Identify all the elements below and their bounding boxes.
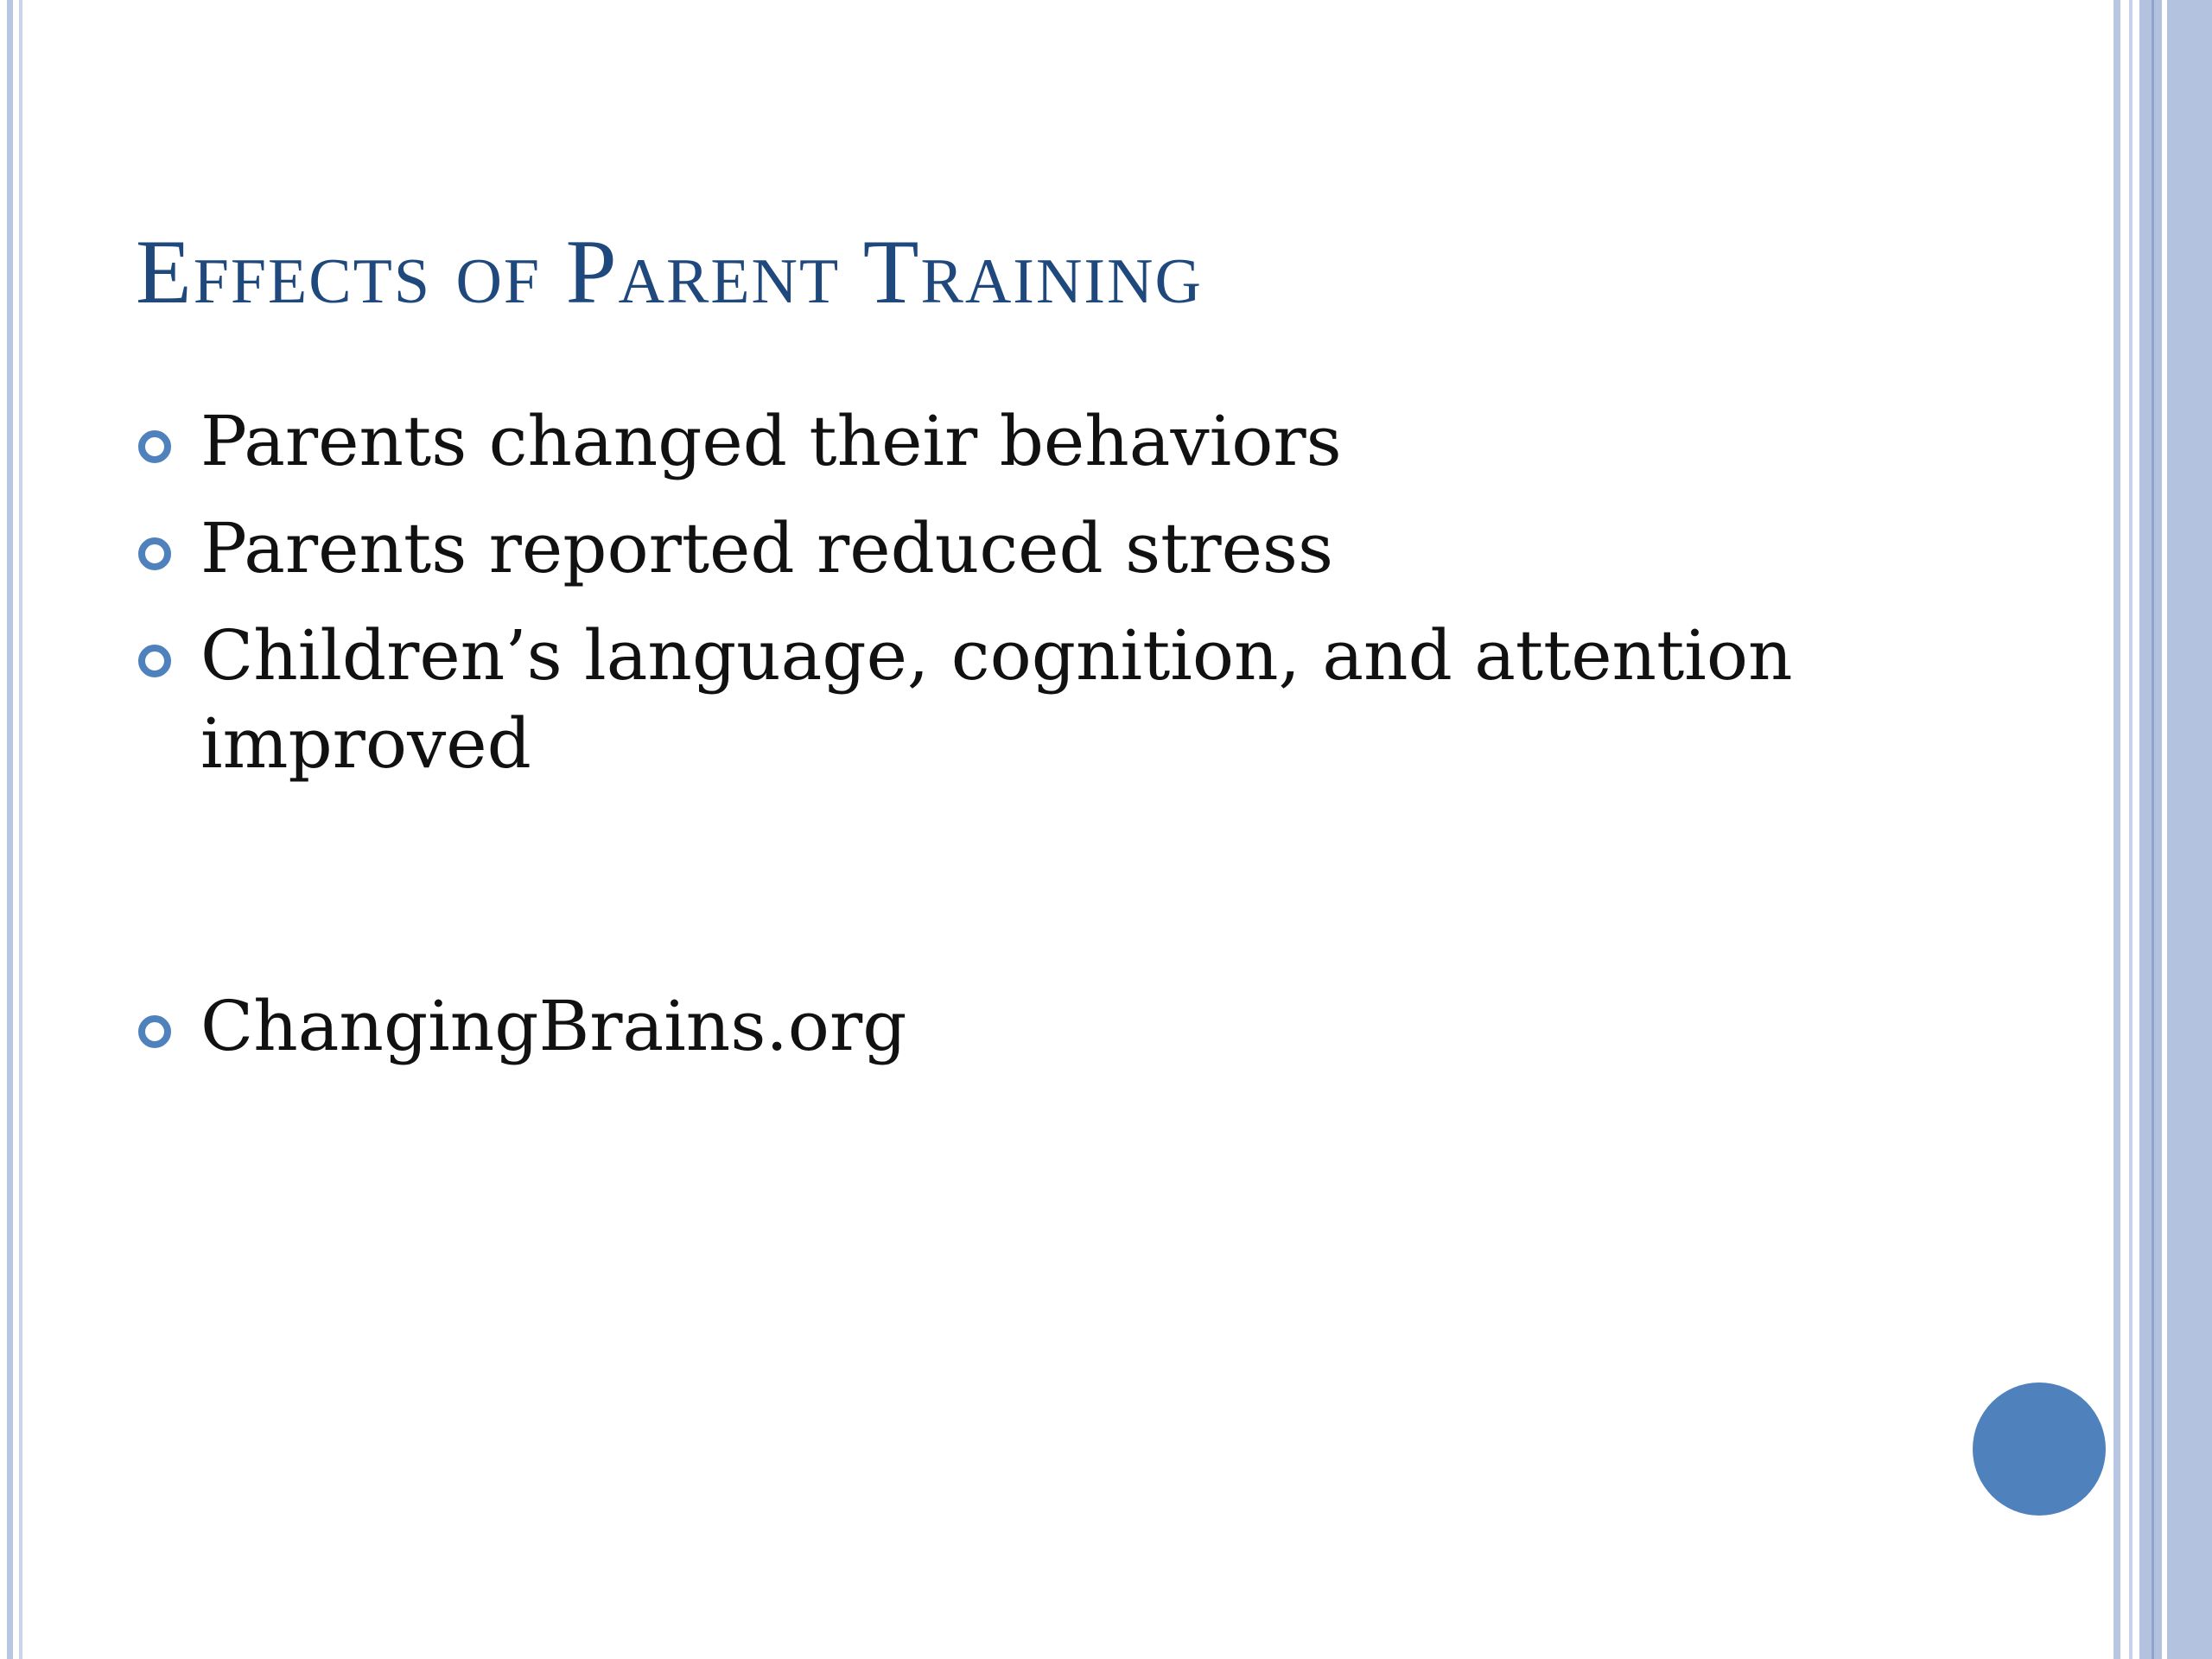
bullet-circle-icon [138, 645, 171, 677]
bullet-circle-icon [138, 537, 171, 570]
right-border-stripe [2113, 0, 2120, 1659]
bullet-text: Parents reported reduced stress [200, 508, 1334, 588]
right-border-wide-band [2167, 0, 2212, 1659]
slide-title: Effects of Parent Training [136, 221, 1203, 322]
bullet-item [130, 397, 2031, 486]
left-border-line [7, 0, 13, 1659]
bullet-text-link: ChangingBrains.org [200, 986, 907, 1066]
right-border-gap [2120, 0, 2129, 1659]
bullet-circle-icon [138, 430, 171, 463]
right-border-accent-line [2152, 0, 2154, 1659]
bullet-circle-icon [138, 1015, 171, 1048]
bullet-item [130, 505, 2031, 593]
right-border-thin-stripe [2129, 0, 2133, 1659]
left-border-line-inner [19, 0, 22, 1659]
bullet-text: Children’s language, cognition, and attention improved [200, 615, 1793, 784]
bullet-list [130, 397, 2031, 1090]
decorative-circle [1973, 1382, 2106, 1516]
bullet-item [130, 982, 2031, 1071]
right-border-band [2139, 0, 2162, 1659]
bullet-text: Parents changed their behaviors [200, 401, 1342, 481]
bullet-item [130, 612, 2031, 788]
